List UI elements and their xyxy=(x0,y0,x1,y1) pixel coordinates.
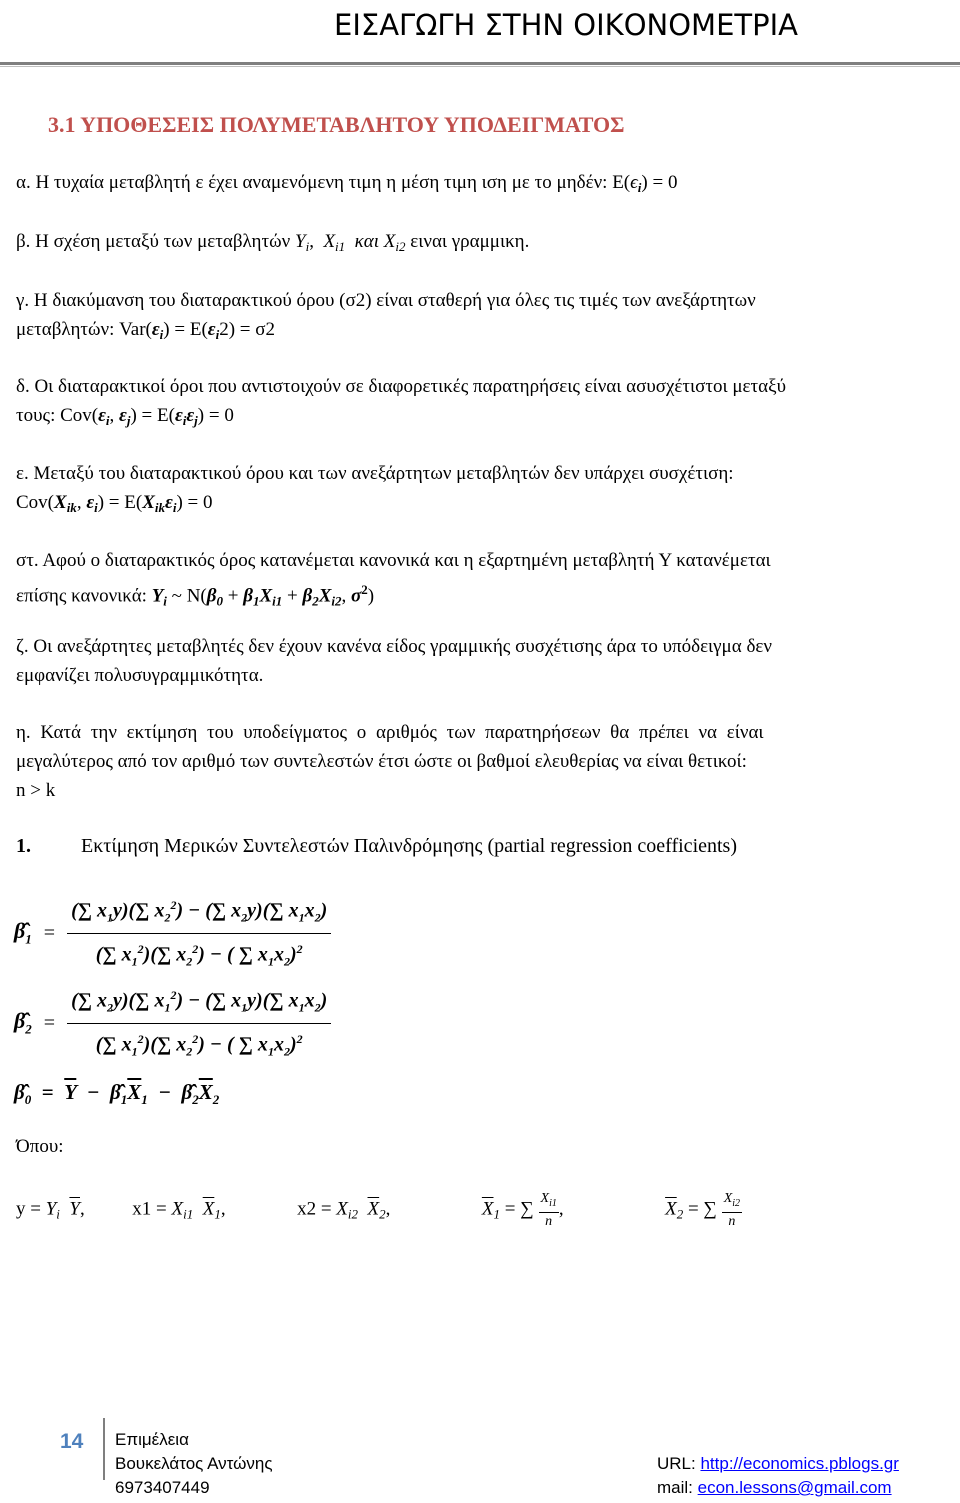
variable-definitions: $y = Y_i$ $\overline{Y}$, $x1 = X_{i1}$ $\overline{X}_1$, $x2 = X_{i2}$ $\overline{X}_2$, $\overline{X}_1$ = ∑ $\frac{X_{i1}}{n}$ , $\overline{X}_2$ = ∑ $\frac{X_{i2}}{n}$ xyxy=(16,1191,741,1229)
section-title: 3.1 ΥΠΟΘΕΣΕΙΣ ΠΟΛΥΜΕΤΑΒΛΗΤΟΥ ΥΠΟΔΕΙΓΜΑΤΟΣ xyxy=(48,112,625,137)
assumption-st: στ. Αφού ο διαταρακτικός όρος κατανέμεται κανονικά και η εξαρτημένη μεταβλητή Υ κατανέμεται επίσης κανονικά: $Y_i$ ~ $N(\beta_0 + \beta_1X_{i1} + \beta_2X_{i2}$, $\sigma^2$) xyxy=(16,550,771,609)
formula-beta1: $\betâ_1$ = $\frac{(\sum x_1y)(\sum x_2^2) - (\sum x_2y)(\sum x_1x_2)}{(\sum x_1^2)(\sum x_2^2) - ( \sum x_1x_2)^2}$ xyxy=(14,890,331,976)
formula-beta2: $\betâ_2$ = $\frac{(\sum x_2y)(\sum x_1^2) - (\sum x_1y)(\sum x_1x_2)}{(\sum x_1^2)(\sum x_2^2) - ( \sum x_1x_2)^2}$ xyxy=(14,980,331,1066)
assumption-d: δ. Οι διαταρακτικοί όροι που αντιστοιχούν σε διαφορετικές παρατηρήσεις είναι ασυσχέτιστοι μεταξύ τους: $Cov(\varepsilon_i$, $\varepsilon_j) = E(\varepsilon_i\varepsilon_j) = 0$ xyxy=(16,376,787,428)
page-number: 14 xyxy=(60,1430,84,1453)
editor-label: Επιμέλεια xyxy=(115,1430,189,1449)
header-divider-thin xyxy=(0,66,960,67)
footer-divider xyxy=(103,1418,105,1480)
url-link[interactable]: http://economics.pblogs.gr xyxy=(700,1454,899,1473)
assumption-z: ζ. Οι ανεξάρτητες μεταβλητές δεν έχουν κανένα είδος γραμμικής συσχέτισης άρα το υπόδειγμα δεν εμφανίζει πολυσυγραμμικότητα. xyxy=(16,636,772,686)
heading-partial-regression: 1. Εκτίμηση Μερικών Συντελεστών Παλινδρόμησης (partial regression coefficients) xyxy=(16,835,737,857)
footer-contact xyxy=(657,1452,899,1500)
assumption-a: α. Η τυχαία μεταβλητή ε έχει αναμενόμενη τιμη η μέση τιμη ιση με το μηδέν: $E(\epsilon_i) = 0$ xyxy=(16,172,678,195)
editor-name: Βουκελάτος Αντώνης xyxy=(115,1454,273,1473)
mail-label: mail: xyxy=(657,1478,693,1497)
footer-editor xyxy=(115,1428,273,1500)
assumption-b: β. Η σχέση μεταξύ των μεταβλητών $Y_i$, $X_{i1}$ και $X_{i2}$ ειναι γραμμικη. xyxy=(16,231,530,254)
assumption-e: ε. Μεταξύ του διαταρακτικού όρου και των ανεξάρτητων μεταβλητών δεν υπάρχει συσχέτιση: $Cov(X_{ik}$, $\varepsilon_i) = E(X_{ik}\varepsilon_i) = 0$ xyxy=(16,463,734,515)
url-label: URL: xyxy=(657,1454,696,1473)
assumption-h: η. Κατά την εκτίμηση του υποδείγματος ο αριθμός των παρατηρήσεων θα πρέπει να είναι μεγαλύτερος από τον αριθμό των συντελεστών έτσι ώστε οι βαθμοί ελευθερίας να είναι θετικοί: n > k xyxy=(16,722,764,801)
formula-beta0: $\betâ_0 = \overline{Y}$ − $\betâ_1\overline{X}_1$ − $\betâ_2\overline{X}_2$ xyxy=(14,1080,220,1108)
mail-link[interactable]: econ.lessons@gmail.com xyxy=(697,1478,892,1497)
assumption-c: γ. Η διακύμανση του διαταρακτικού όρου (σ2) είναι σταθερή για όλες τις τιμές των ανεξάρτητων μεταβλητών: $Var(\varepsilon_i) = E(\varepsilon_i2) = \sigma 2$ xyxy=(16,290,756,342)
header-divider xyxy=(0,62,960,65)
editor-phone: 6973407449 xyxy=(115,1478,210,1497)
header-title: ΕΙΣΑΓΩΓΗ ΣΤΗΝ ΟΙΚΟΝΟΜΕΤΡΙΑ xyxy=(334,8,798,42)
where-label: Όπου: xyxy=(16,1136,64,1157)
